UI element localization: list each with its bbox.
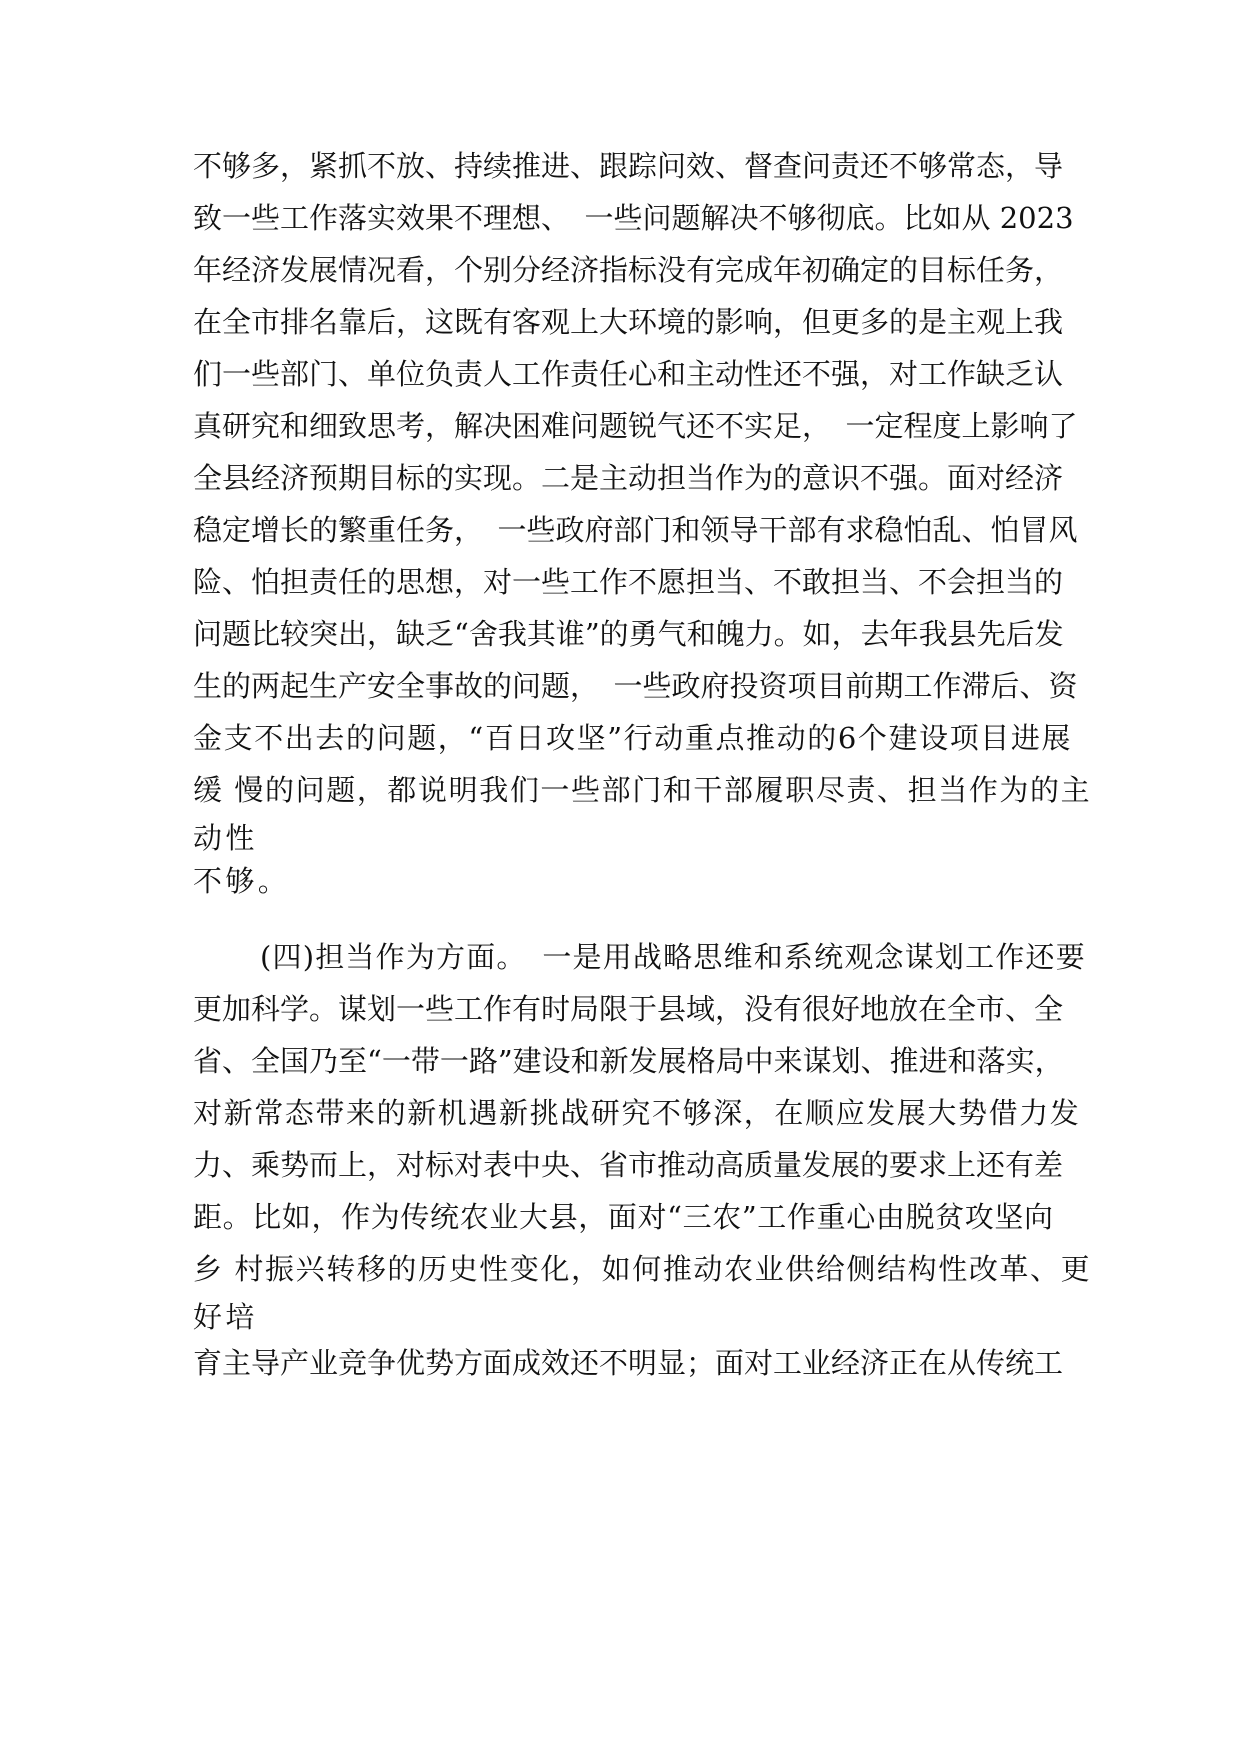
paragraph-line: 缓 慢的问题，都说明我们一些部门和干部履职尽责、担当作为的主 [193,773,1092,807]
paragraph-line: 省、全国乃至“一带一路”建设和新发展格局中来谋划、推进和落实， [193,1044,1064,1078]
paragraph-line: 金支不出去的问题，“百日攻坚”行动重点推动的6个建设项目进展 [193,721,1073,755]
paragraph-line: 距。比如，作为传统农业大县，面对“三农”工作重心由脱贫攻坚向 [193,1200,1053,1234]
paragraph-line: 更加科学。谋划一些工作有时局限于县域，没有很好地放在全市、全 [193,992,1064,1026]
paragraph-line: 年经济发展情况看，个别分经济指标没有完成年初确定的目标任务， [193,253,1064,287]
paragraph-line: 生的两起生产安全事故的问题， 一些政府投资项目前期工作滞后、资 [193,669,1078,703]
paragraph-line: 问题比较突出，缺乏“舍我其谁”的勇气和魄力。如，去年我县先后发 [193,617,1064,651]
paragraph-line: 乡 村振兴转移的历史性变化，如何推动农业供给侧结构性改革、更 [193,1252,1092,1286]
paragraph-line: 不够。 [193,864,291,898]
paragraph-line: 稳定增长的繁重任务， 一些政府部门和领导干部有求稳怕乱、怕冒风 [193,513,1078,547]
paragraph-line: 动性 [193,821,258,855]
paragraph-line: 在全市排名靠后，这既有客观上大环境的影响，但更多的是主观上我 [193,305,1064,339]
paragraph-line: 不够多，紧抓不放、持续推进、跟踪问效、督查问责还不够常态，导 [193,149,1064,183]
section-heading-line: (四)担当作为方面。 一是用战略思维和系统观念谋划工作还要 [260,940,1086,974]
paragraph-line: 育主导产业竞争优势方面成效还不明显；面对工业经济正在从传统工 [193,1346,1064,1380]
paragraph-line: 全县经济预期目标的实现。二是主动担当作为的意识不强。面对经济 [193,461,1064,495]
paragraph-line: 险、怕担责任的思想，对一些工作不愿担当、不敢担当、不会担当的 [193,565,1064,599]
paragraph-line: 们一些部门、单位负责人工作责任心和主动性还不强，对工作缺乏认 [193,357,1064,391]
paragraph-line: 致一些工作落实效果不理想、 一些问题解决不够彻底。比如从 2023 [193,201,1074,235]
paragraph-line: 对新常态带来的新机遇新挑战研究不够深，在顺应发展大势借力发 [193,1096,1081,1130]
paragraph-line: 力、乘势而上，对标对表中央、省市推动高质量发展的要求上还有差 [193,1148,1064,1182]
paragraph-line: 好培 [193,1300,258,1334]
paragraph-line: 真研究和细致思考，解决困难问题锐气还不实足， 一定程度上影响了 [193,409,1078,443]
